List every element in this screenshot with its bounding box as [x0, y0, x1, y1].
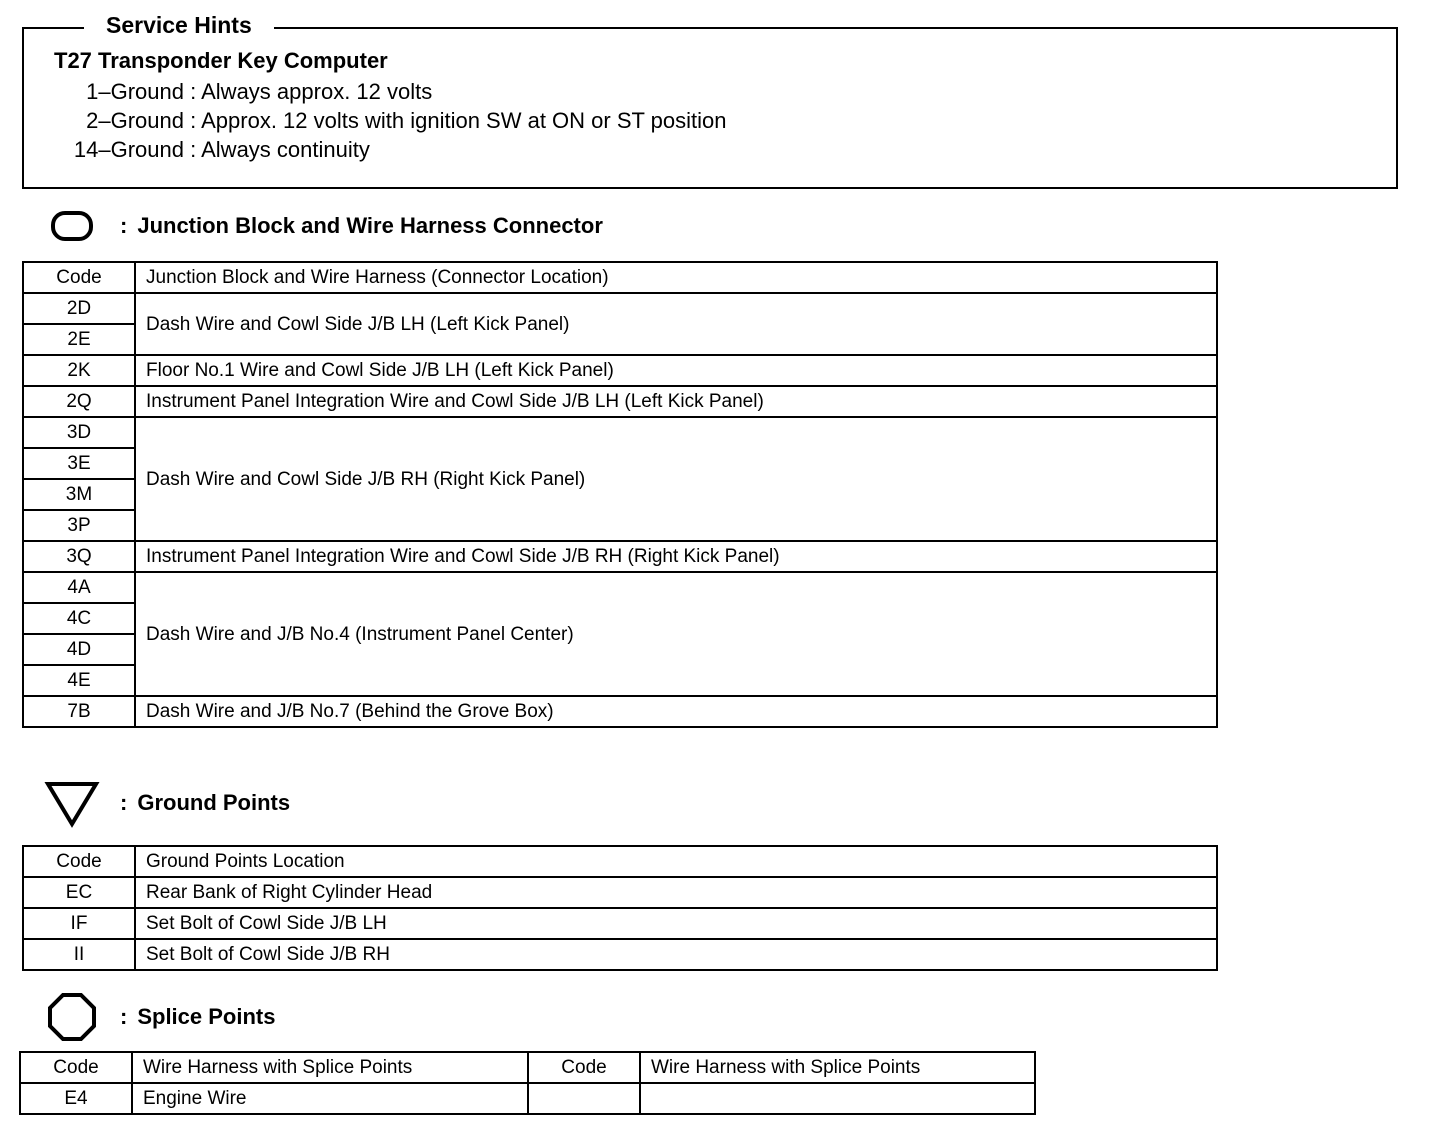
table-row [23, 939, 1217, 970]
desc-cell: Set Bolt of Cowl Side J/B RH [135, 939, 1217, 970]
code-cell [528, 1083, 640, 1114]
code-cell: 2K [23, 355, 135, 386]
table-row [23, 417, 1217, 448]
code-cell: 3D [23, 417, 135, 448]
table-row [23, 696, 1217, 727]
header-code: Code [23, 846, 135, 877]
rounded-rectangle-icon [44, 201, 100, 251]
desc-cell: Engine Wire [132, 1083, 528, 1114]
code-cell: 3E [23, 448, 135, 479]
splice-section-title: Splice Points [137, 1004, 276, 1029]
desc-cell: Dash Wire and Cowl Side J/B RH (Right Kick Panel) [135, 417, 1217, 541]
splice-colon: : [120, 1004, 128, 1029]
component-title: T27 Transponder Key Computer [54, 48, 388, 73]
desc-cell: Rear Bank of Right Cylinder Head [135, 877, 1217, 908]
header-code: Code [528, 1052, 640, 1083]
code-cell: 7B [23, 696, 135, 727]
code-cell: E4 [20, 1083, 132, 1114]
ground-section-header [44, 778, 290, 828]
hint-terminals: 1–Ground [86, 79, 184, 104]
header-desc: Wire Harness with Splice Points [640, 1052, 1035, 1083]
desc-cell [640, 1083, 1035, 1114]
junction-section-title: Junction Block and Wire Harness Connector [137, 213, 603, 238]
hint-separator: : [184, 79, 202, 104]
hint-terminals: 14–Ground [73, 137, 184, 162]
hint-value: Always approx. 12 volts [201, 79, 433, 104]
header-desc: Ground Points Location [135, 846, 1217, 877]
junction-table [22, 261, 1218, 728]
table-row [23, 355, 1217, 386]
ground-section-title: Ground Points [137, 790, 291, 815]
table-row [23, 908, 1217, 939]
hint-terminals: 2–Ground [86, 108, 184, 133]
desc-cell: Instrument Panel Integration Wire and Cowl Side J/B RH (Right Kick Panel) [135, 541, 1217, 572]
code-cell: 4A [23, 572, 135, 603]
desc-cell: Dash Wire and J/B No.4 (Instrument Panel Center) [135, 572, 1217, 696]
table-row [23, 572, 1217, 603]
code-cell: 3P [23, 510, 135, 541]
code-cell: 4D [23, 634, 135, 665]
table-header-row [23, 262, 1217, 293]
table-row [23, 541, 1217, 572]
ground-colon: : [120, 790, 128, 815]
hint-value: Always continuity [201, 137, 370, 162]
ground-table [22, 845, 1218, 971]
splice-table [19, 1051, 1036, 1115]
table-row [23, 293, 1217, 324]
hint-line [0, 106, 727, 136]
code-cell: II [23, 939, 135, 970]
hint-line [0, 135, 370, 165]
table-row [20, 1083, 1035, 1114]
code-cell: IF [23, 908, 135, 939]
hint-separator: : [184, 108, 202, 133]
hint-value: Approx. 12 volts with ignition SW at ON or ST position [201, 108, 727, 133]
table-row [23, 386, 1217, 417]
junction-colon: : [120, 213, 128, 238]
header-code: Code [20, 1052, 132, 1083]
code-cell: 3Q [23, 541, 135, 572]
code-cell: 2D [23, 293, 135, 324]
desc-cell: Dash Wire and J/B No.7 (Behind the Grove Box) [135, 696, 1217, 727]
table-header-row [23, 846, 1217, 877]
junction-section-header [44, 201, 603, 251]
header-desc: Junction Block and Wire Harness (Connector Location) [135, 262, 1217, 293]
triangle-down-icon [44, 778, 100, 828]
code-cell: EC [23, 877, 135, 908]
hint-separator: : [184, 137, 202, 162]
desc-cell: Set Bolt of Cowl Side J/B LH [135, 908, 1217, 939]
desc-cell: Dash Wire and Cowl Side J/B LH (Left Kick Panel) [135, 293, 1217, 355]
header-code: Code [23, 262, 135, 293]
hint-line [0, 77, 432, 107]
octagon-icon [44, 992, 100, 1042]
desc-cell: Instrument Panel Integration Wire and Cowl Side J/B LH (Left Kick Panel) [135, 386, 1217, 417]
code-cell: 3M [23, 479, 135, 510]
code-cell: 2E [23, 324, 135, 355]
code-cell: 4E [23, 665, 135, 696]
desc-cell: Floor No.1 Wire and Cowl Side J/B LH (Left Kick Panel) [135, 355, 1217, 386]
table-row [23, 877, 1217, 908]
code-cell: 4C [23, 603, 135, 634]
splice-section-header [44, 992, 275, 1042]
header-desc: Wire Harness with Splice Points [132, 1052, 528, 1083]
code-cell: 2Q [23, 386, 135, 417]
service-hints-legend: Service Hints [84, 10, 274, 40]
table-header-row [20, 1052, 1035, 1083]
